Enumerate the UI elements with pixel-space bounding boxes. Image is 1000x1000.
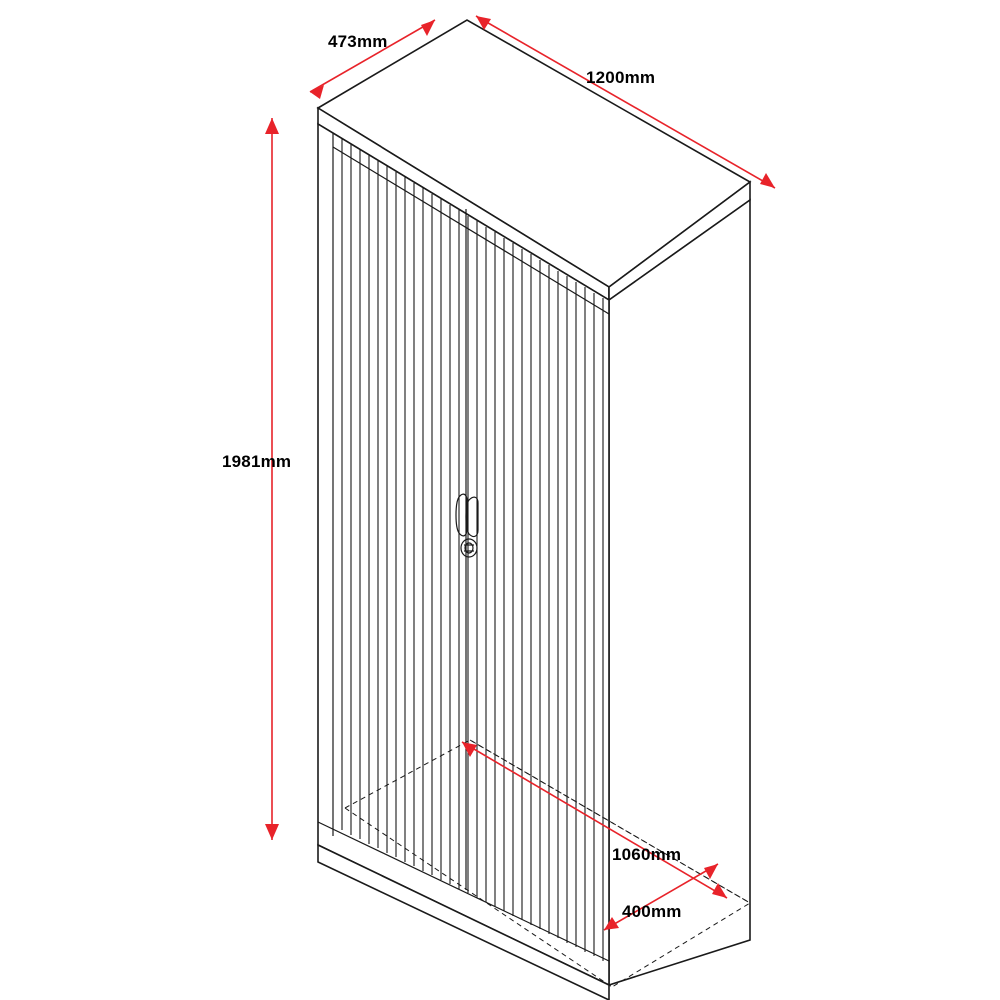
dimension-label-width: 1200mm [586, 68, 656, 87]
dimension-label-depth: 473mm [328, 32, 388, 51]
cabinet-right-side-panel [609, 200, 750, 985]
cabinet-geometry [318, 20, 750, 1000]
dimension-height-line [265, 118, 279, 840]
dimension-label-internal-depth: 400mm [622, 902, 682, 921]
dimension-label-internal-width: 1060mm [612, 845, 682, 864]
dimension-label-height: 1981mm [222, 452, 292, 471]
